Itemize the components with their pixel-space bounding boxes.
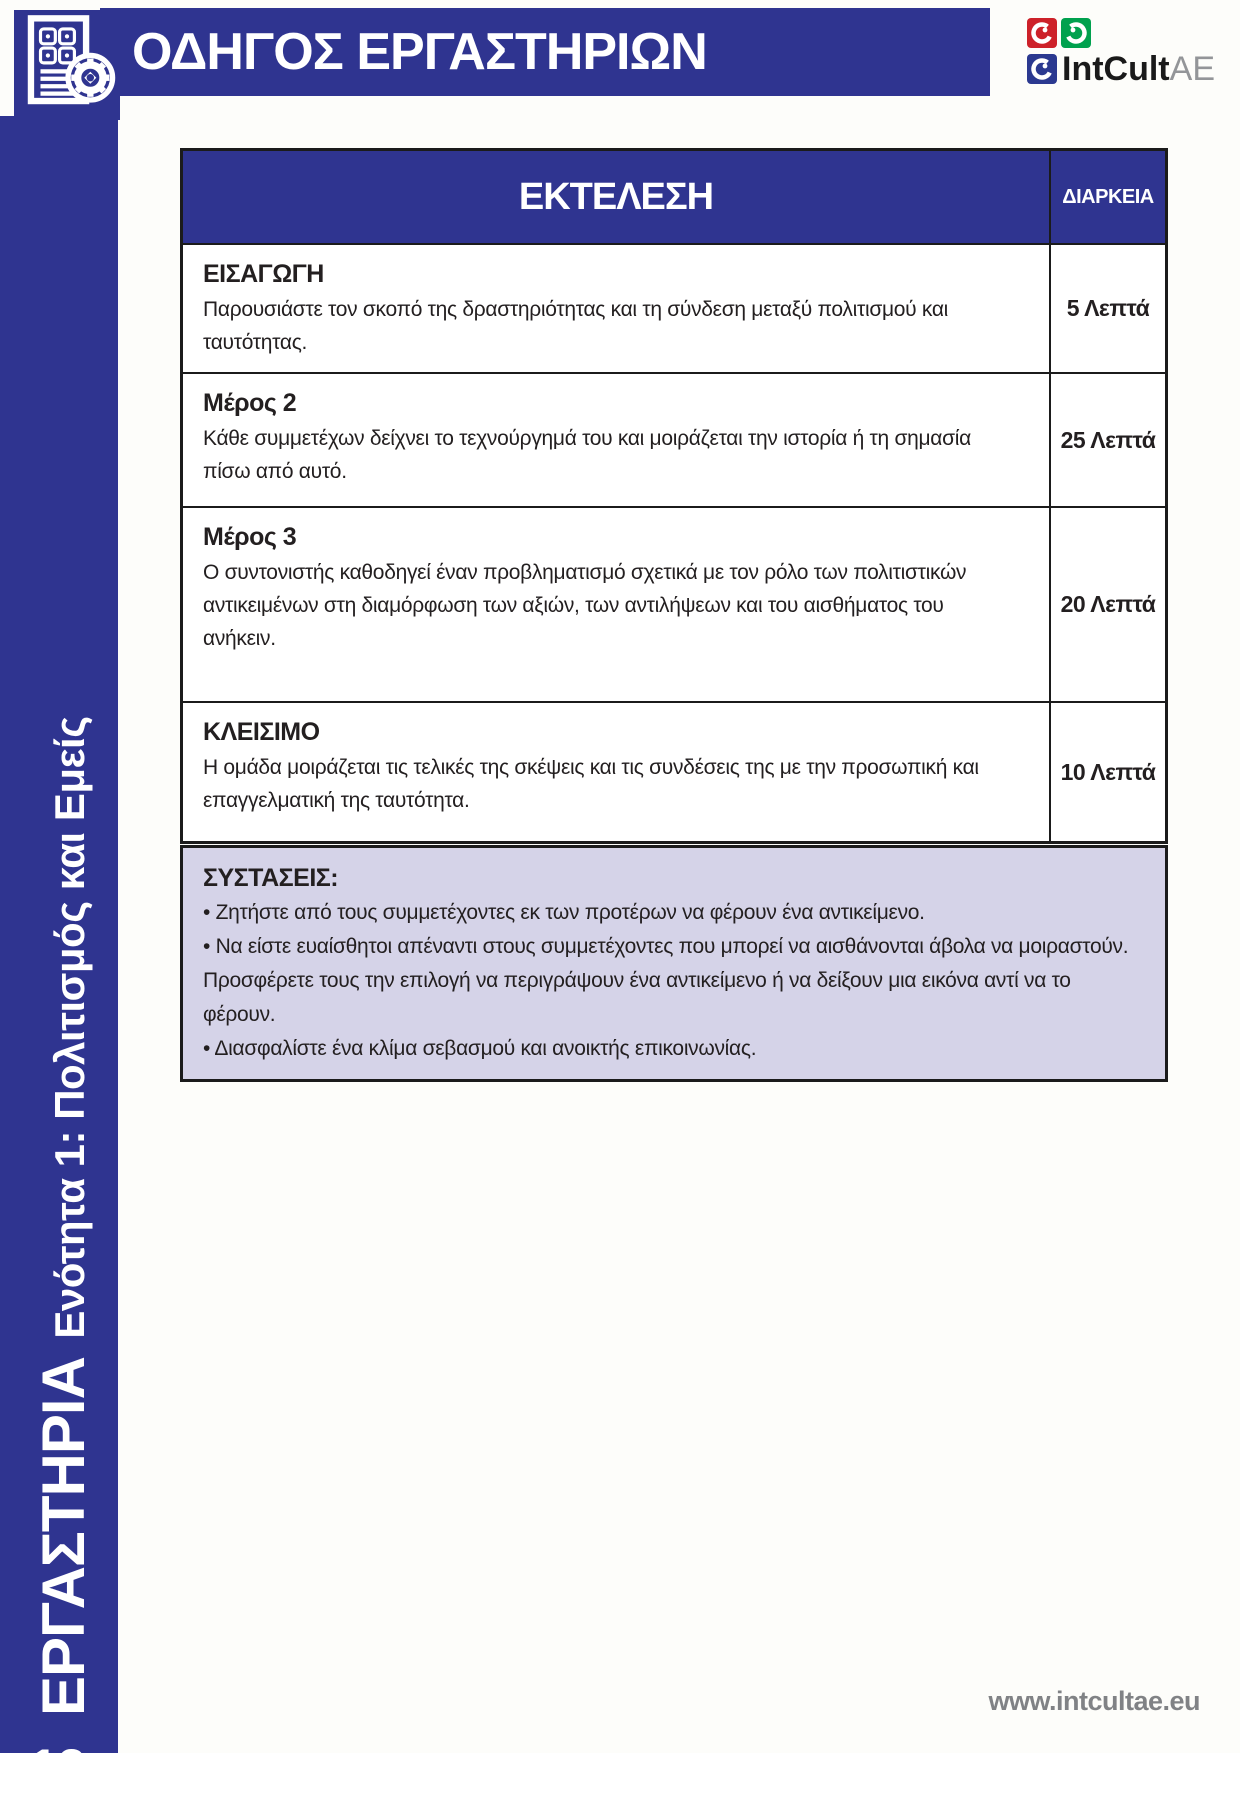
page-number: 13: [30, 1739, 86, 1795]
row-duration: 25 Λεπτά: [1049, 374, 1165, 506]
logo-text-light: AE: [1169, 50, 1215, 88]
recommendation-item: • Διασφαλίστε ένα κλίμα σεβασμού και ανοικτής επικοινωνίας.: [203, 1037, 757, 1060]
recommendation-item: • Να είστε ευαίσθητοι απέναντι στους συμμετέχοντες που μπορεί να αισθάνονται άβολα να μοιραστούν. Προσφέρετε τους την επιλογή να περιγράψουν ένα αντικείμενο ή να δείξουν μια εικόνα αντί να το φέρουν.: [203, 935, 1129, 1026]
row-description: Παρουσιάστε τον σκοπό της δραστηριότητας και τη σύνδεση μεταξύ πολιτισμού και ταυτότητας.: [203, 298, 949, 354]
face-icon: [1027, 18, 1057, 48]
recommendation-item: • Ζητήστε από τους συμμετέχοντες εκ των προτέρων να φέρουν ένα αντικείμενο.: [203, 901, 925, 924]
table-row: [183, 372, 1165, 506]
row-description: Η ομάδα μοιράζεται τις τελικές της σκέψεις και τις συνδέσεις της με την προσωπική και επαγγελματική της ταυτότητα.: [203, 756, 979, 812]
sidebar: [0, 116, 118, 1795]
row-duration: 5 Λεπτά: [1049, 245, 1165, 372]
row-title: ΚΛΕΙΣΙΜΟ: [203, 718, 320, 746]
intcultae-logo: [1027, 18, 1215, 88]
recommendations-box: [180, 845, 1168, 1082]
logo-square-green: [1061, 18, 1091, 48]
sidebar-title-main: ΕΡΓΑΣΤΗΡΙΑ: [30, 1357, 97, 1716]
sidebar-title-sub: Ενότητα 1: Πολιτισμός και Εμείς: [46, 716, 93, 1339]
row-description: Κάθε συμμετέχων δείχνει το τεχνούργημά του και μοιράζεται την ιστορία ή τη σημασία πίσω από αυτό.: [203, 427, 972, 483]
gear-icon: [71, 59, 109, 97]
logo-square-blue: [1027, 54, 1057, 84]
row-duration: 10 Λεπτά: [1049, 703, 1165, 841]
table-header-row: [183, 151, 1165, 243]
recommendations-title: ΣΥΣΤΑΣΕΙΣ:: [203, 864, 339, 892]
row-title: Μέρος 3: [203, 523, 297, 551]
workshop-guide-icon: [14, 10, 120, 120]
table-row: [183, 243, 1165, 372]
sidebar-vertical-title: [28, 626, 100, 1716]
row-description: Ο συντονιστής καθοδηγεί έναν προβληματισμό σχετικά με τον ρόλο των πολιτιστικών αντικειμένων στη διαμόρφωση των αξιών, των αντιλήψεων και του αισθήματος του ανήκειν.: [203, 561, 967, 650]
page-title: ΟΔΗΓΟΣ ΕΡΓΑΣΤΗΡΙΩΝ: [132, 23, 707, 81]
row-title: Μέρος 2: [203, 389, 297, 417]
logo-text-bold: IntCult: [1062, 50, 1170, 88]
header-duration: ΔΙΑΡΚΕΙΑ: [1049, 151, 1165, 243]
logo-square-red: [1027, 18, 1057, 48]
schedule-table: [180, 148, 1168, 844]
row-title: ΕΙΣΑΓΩΓΗ: [203, 260, 324, 288]
footer-url[interactable]: www.intcultae.eu: [988, 1686, 1200, 1716]
table-row: [183, 701, 1165, 841]
document-gear-icon: [14, 10, 120, 120]
row-duration: 20 Λεπτά: [1049, 508, 1165, 701]
table-row: [183, 506, 1165, 701]
logo-text: [1062, 52, 1215, 86]
header-bar: [100, 8, 990, 96]
face-icon: [1027, 54, 1057, 84]
face-icon: [1061, 18, 1091, 48]
header-execution: ΕΚΤΕΛΕΣΗ: [518, 175, 714, 218]
